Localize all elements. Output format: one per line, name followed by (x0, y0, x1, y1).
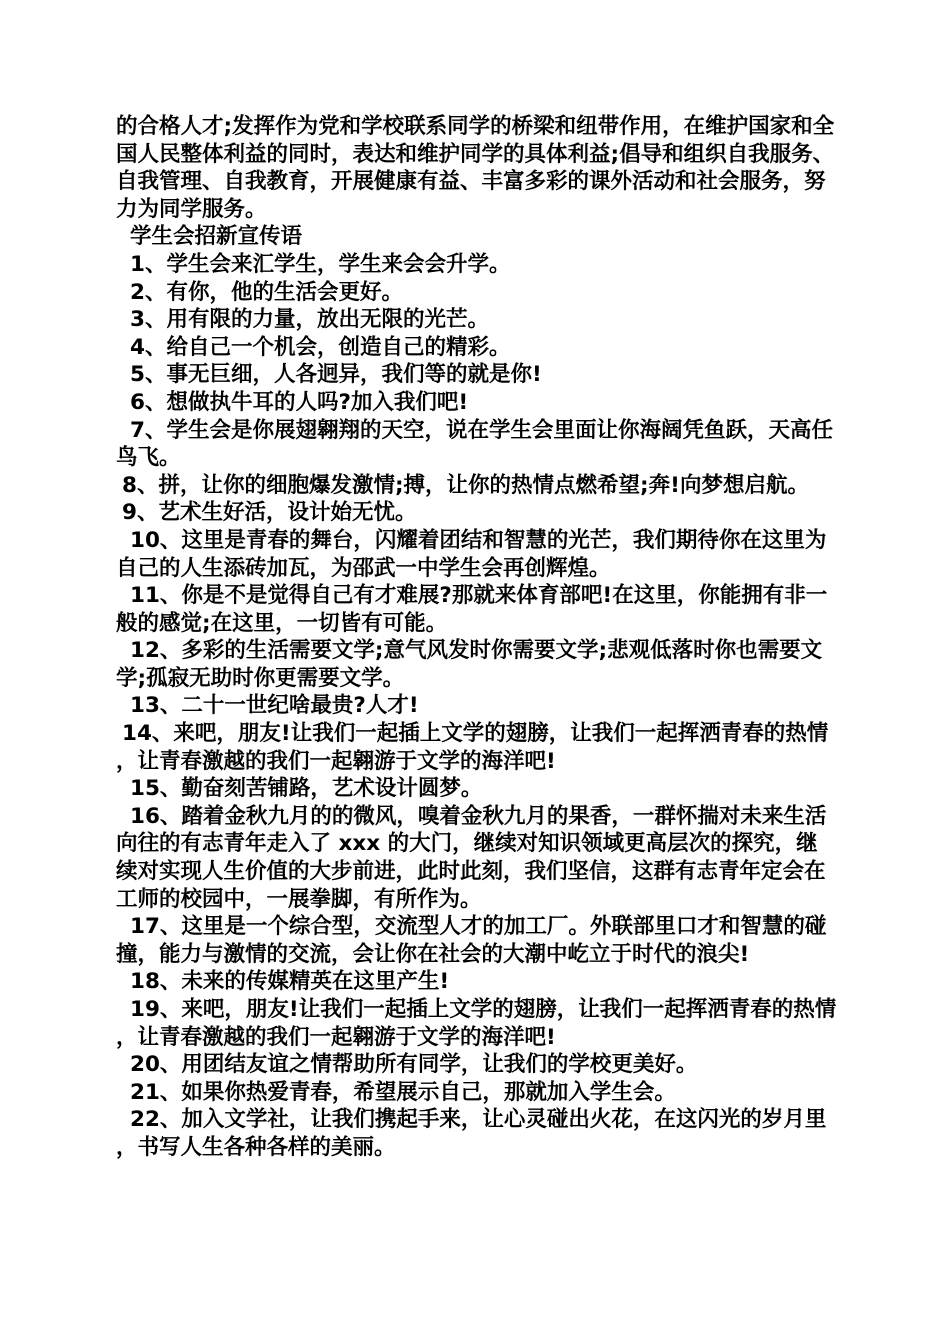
slogan-item-19: 19、来吧，朋友!让我们一起插上文学的翅膀，让我们一起挥洒青春的热情，让青春激越的我们一起翱游于文学的海洋吧! (116, 997, 837, 1050)
slogan-item-15: 15、勤奋刻苦铺路，艺术设计圆梦。 (130, 776, 483, 802)
slogan-item-3: 3、用有限的力量，放出无限的光芒。 (130, 307, 489, 333)
document-page (116, 113, 838, 1162)
slogan-item-12: 12、多彩的生活需要文学;意气风发时你需要文学;悲观低落时你也需要文学;孤寂无助时你更需要文学。 (116, 638, 823, 691)
slogan-item-9: 9、艺术生好活，设计始无忧。 (122, 500, 417, 526)
slogan-item-13: 13、二十一世纪啥最贵?人才! (130, 693, 419, 719)
slogan-item-16: 16、踏着金秋九月的的微风，嗅着金秋九月的果香，一群怀揣对未来生活向往的有志青年走入了 xxx 的大门，继续对知识领域更高层次的探究，继续对实现人生价值的大步前进，此时此刻，我们坚信，这群有志青年定会在工师的校园中，一展拳脚，有所作为。 (116, 803, 827, 912)
slogan-item-17: 17、这里是一个综合型，交流型人才的加工厂。外联部里口才和智慧的碰撞，能力与激情的交流，会让你在社会的大潮中屹立于时代的浪尖! (116, 914, 827, 967)
slogan-item-11: 11、你是不是觉得自己有才难展?那就来体育部吧!在这里，你能拥有非一般的感觉;在这里，一切皆有可能。 (116, 583, 828, 636)
slogan-item-1: 1、学生会来汇学生，学生来会会升学。 (130, 251, 511, 277)
slogan-item-6: 6、想做执牛耳的人吗?加入我们吧! (130, 389, 469, 415)
slogan-item-8: 8、拼，让你的细胞爆发激情;搏，让你的热情点燃希望;奔!向梦想启航。 (122, 472, 809, 498)
slogan-item-20: 20、用团结友谊之情帮助所有同学，让我们的学校更美好。 (130, 1052, 698, 1078)
slogan-item-18: 18、未来的传媒精英在这里产生! (130, 969, 450, 995)
slogan-item-5: 5、事无巨细，人各迥异，我们等的就是你! (130, 362, 542, 388)
slogan-item-7: 7、学生会是你展翅翱翔的天空，说在学生会里面让你海阔凭鱼跃，天高任鸟飞。 (116, 417, 833, 471)
slogan-item-2: 2、有你，他的生活会更好。 (130, 279, 403, 305)
slogan-item-22: 22、加入文学社，让我们携起手来，让心灵碰出火花，在这闪光的岁月里，书写人生各种各样的美丽。 (116, 1107, 827, 1160)
paragraph-continuation: 的合格人才;发挥作为党和学校联系同学的桥梁和纽带作用，在维护国家和全国人民整体利益的同时，表达和维护同学的具体利益;倡导和组织自我服务、自我管理、自我教育，开展健康有益、丰富多彩的课外活动和社会服务，努力为同学服务。 (116, 114, 835, 222)
slogan-item-10: 10、这里是青春的舞台，闪耀着团结和智慧的光芒，我们期待你在这里为自己的人生添砖加瓦，为邵武一中学生会再创辉煌。 (116, 527, 827, 581)
section-heading: 学生会招新宣传语 (130, 224, 303, 250)
slogan-item-4: 4、给自己一个机会，创造自己的精彩。 (130, 334, 511, 360)
slogan-item-14: 14、来吧，朋友!让我们一起插上文学的翅膀，让我们一起挥洒青春的热情，让青春激越的我们一起翱游于文学的海洋吧! (116, 721, 829, 774)
slogan-item-21: 21、如果你热爱青春，希望展示自己，那就加入学生会。 (130, 1079, 676, 1105)
